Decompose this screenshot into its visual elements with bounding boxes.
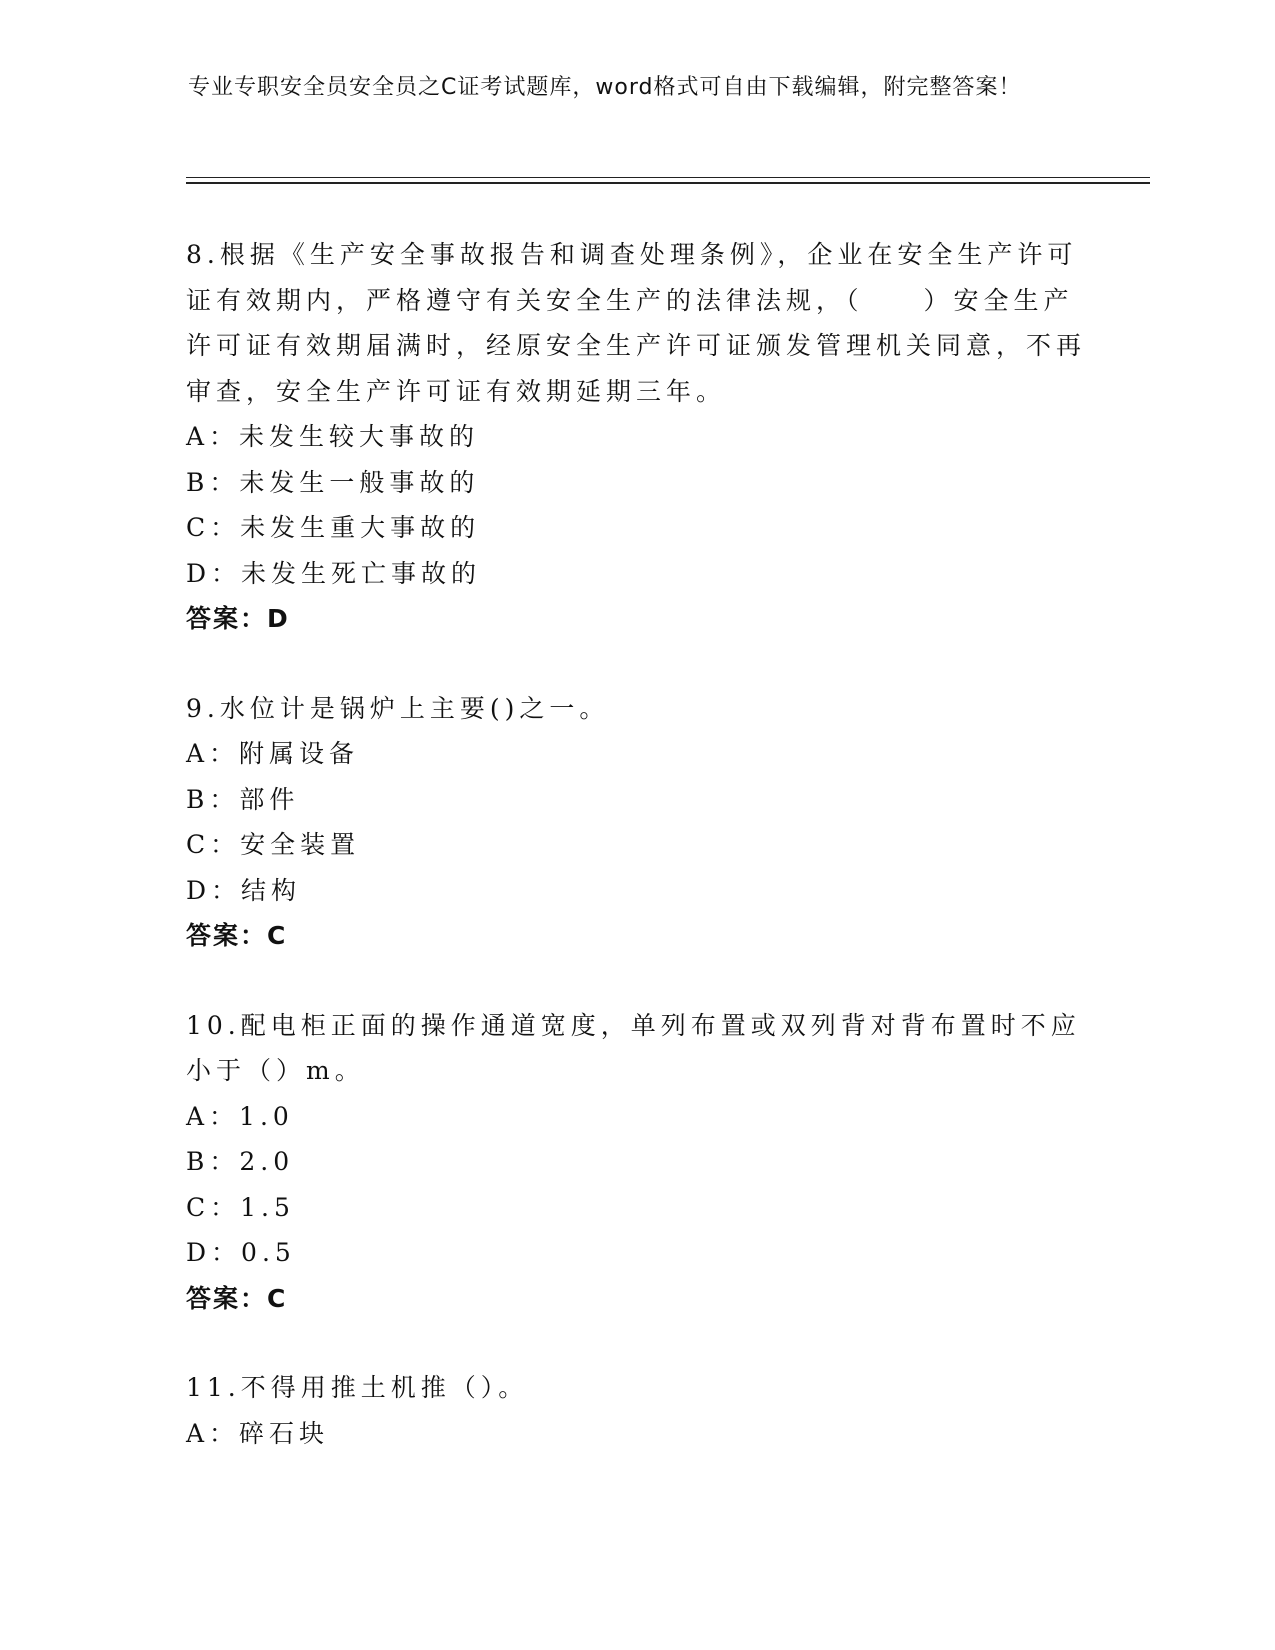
question-text: 9.水位计是锅炉上主要()之一。 xyxy=(186,693,610,723)
option-a: A：碎石块 xyxy=(186,1418,330,1448)
option-b: B：部件 xyxy=(186,784,300,814)
answer-line: 答案：C xyxy=(186,921,288,950)
question-text: 11.不得用推土机推（）。 xyxy=(186,1373,529,1402)
answer-line: 答案：D xyxy=(186,604,290,633)
question-text: 8.根据《生产安全事故报告和调查处理条例》，企业在安全生产许可证有效期内，严格遵守有关安全生产的法律法规，（ ）安全生产许可证有效期届满时，经原安全生产许可证颁发管理机关同意，不再审查，安全生产许可证有效期延期三年。 xyxy=(186,240,1087,406)
question-list xyxy=(186,232,1086,1500)
question-10 xyxy=(186,1003,1086,1322)
option-d: D：0.5 xyxy=(186,1238,296,1267)
option-a: A：1.0 xyxy=(186,1101,294,1131)
option-c: C：1.5 xyxy=(186,1192,295,1222)
option-b: B：2.0 xyxy=(186,1147,295,1176)
question-9 xyxy=(186,686,1086,959)
option-d: D：结构 xyxy=(186,875,302,905)
header-rule-thick xyxy=(186,182,1150,184)
option-c: C：未发生重大事故的 xyxy=(186,513,481,542)
option-d: D：未发生死亡事故的 xyxy=(186,558,482,588)
header-rule-thin xyxy=(186,177,1150,178)
option-a: A：未发生较大事故的 xyxy=(186,422,480,451)
question-8 xyxy=(186,232,1086,642)
document-header: 专业专职安全员安全员之C证考试题库，word格式可自由下载编辑，附完整答案！ xyxy=(188,75,1022,100)
option-c: C：安全装置 xyxy=(186,830,361,859)
option-b: B：未发生一般事故的 xyxy=(186,467,480,497)
option-a: A：附属设备 xyxy=(186,739,360,768)
answer-line: 答案：C xyxy=(186,1283,288,1313)
question-text: 10.配电柜正面的操作通道宽度，单列布置或双列背对背布置时不应小于（）m。 xyxy=(186,1010,1081,1085)
question-11 xyxy=(186,1365,1086,1456)
